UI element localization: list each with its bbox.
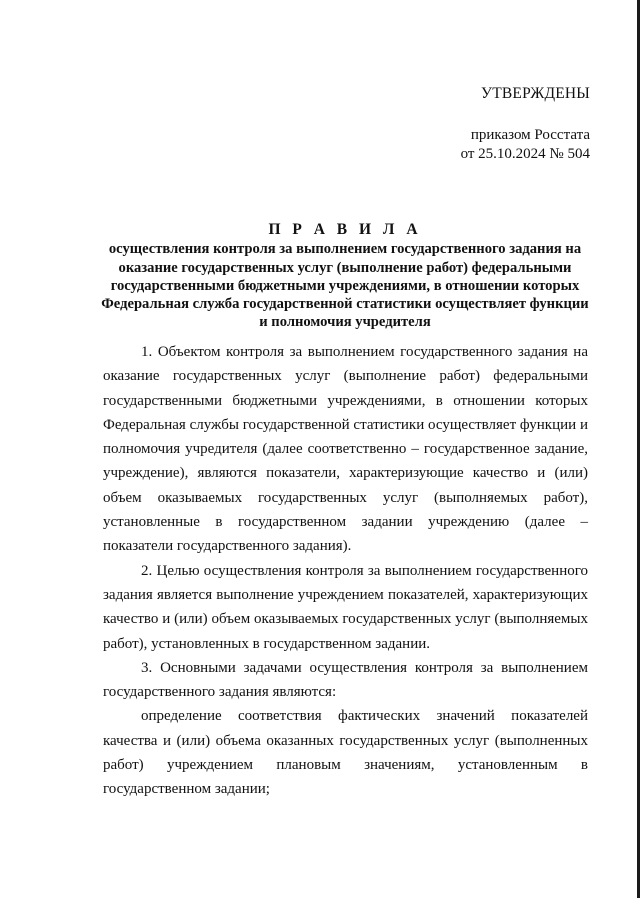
paragraph-4: определение соответствия фактических значений показателей качества и (или) объема оказанных государственных услуг (выполненных работ) учреждением плановым значениям, установленным в государственном задании; bbox=[103, 708, 588, 798]
approval-date: от 25.10.2024 № 504 bbox=[460, 146, 590, 162]
paragraph-2: 2. Целью осуществления контроля за выполнением государственного задания является выполнение учреждением показателей, характеризующих качество и (или) объем оказываемых государственных услуг (выполняемых работ), установленных в государственном задании. bbox=[103, 562, 588, 652]
approval-order: приказом Росстата bbox=[470, 127, 590, 143]
approval-title: УТВЕРЖДЕНЫ bbox=[481, 85, 590, 102]
document-body bbox=[103, 340, 588, 802]
heading-subtitle: осуществления контроля за выполнением государственного задания на оказание государственных услуг (выполнение работ) федеральными государственными бюджетными учреждениями, в отношении которых Федеральная служба государственной статистики осуществляет функции и полномочия учредителя bbox=[101, 241, 589, 331]
approval-block bbox=[440, 84, 590, 164]
heading-title: П Р А В И Л А bbox=[268, 221, 422, 238]
paragraph-1: 1. Объектом контроля за выполнением государственного задания на оказание государственных услуг (выполнение работ) федеральными государственными бюджетными учреждениями, в отношении которых Федеральная службы государственной статистики осуществляет функции и полномочия учредителя (далее соответственно – государственное задание, учреждение), являются показатели, характеризующие качество и (или) объем оказываемых государственных услуг (выполняемых работ), установленные в государственном задании учреждению (далее – показатели государственного задания). bbox=[103, 344, 588, 555]
document-heading bbox=[100, 221, 590, 332]
paragraph-3: 3. Основными задачами осуществления контроля за выполнением государственного задания являются: bbox=[103, 659, 588, 701]
